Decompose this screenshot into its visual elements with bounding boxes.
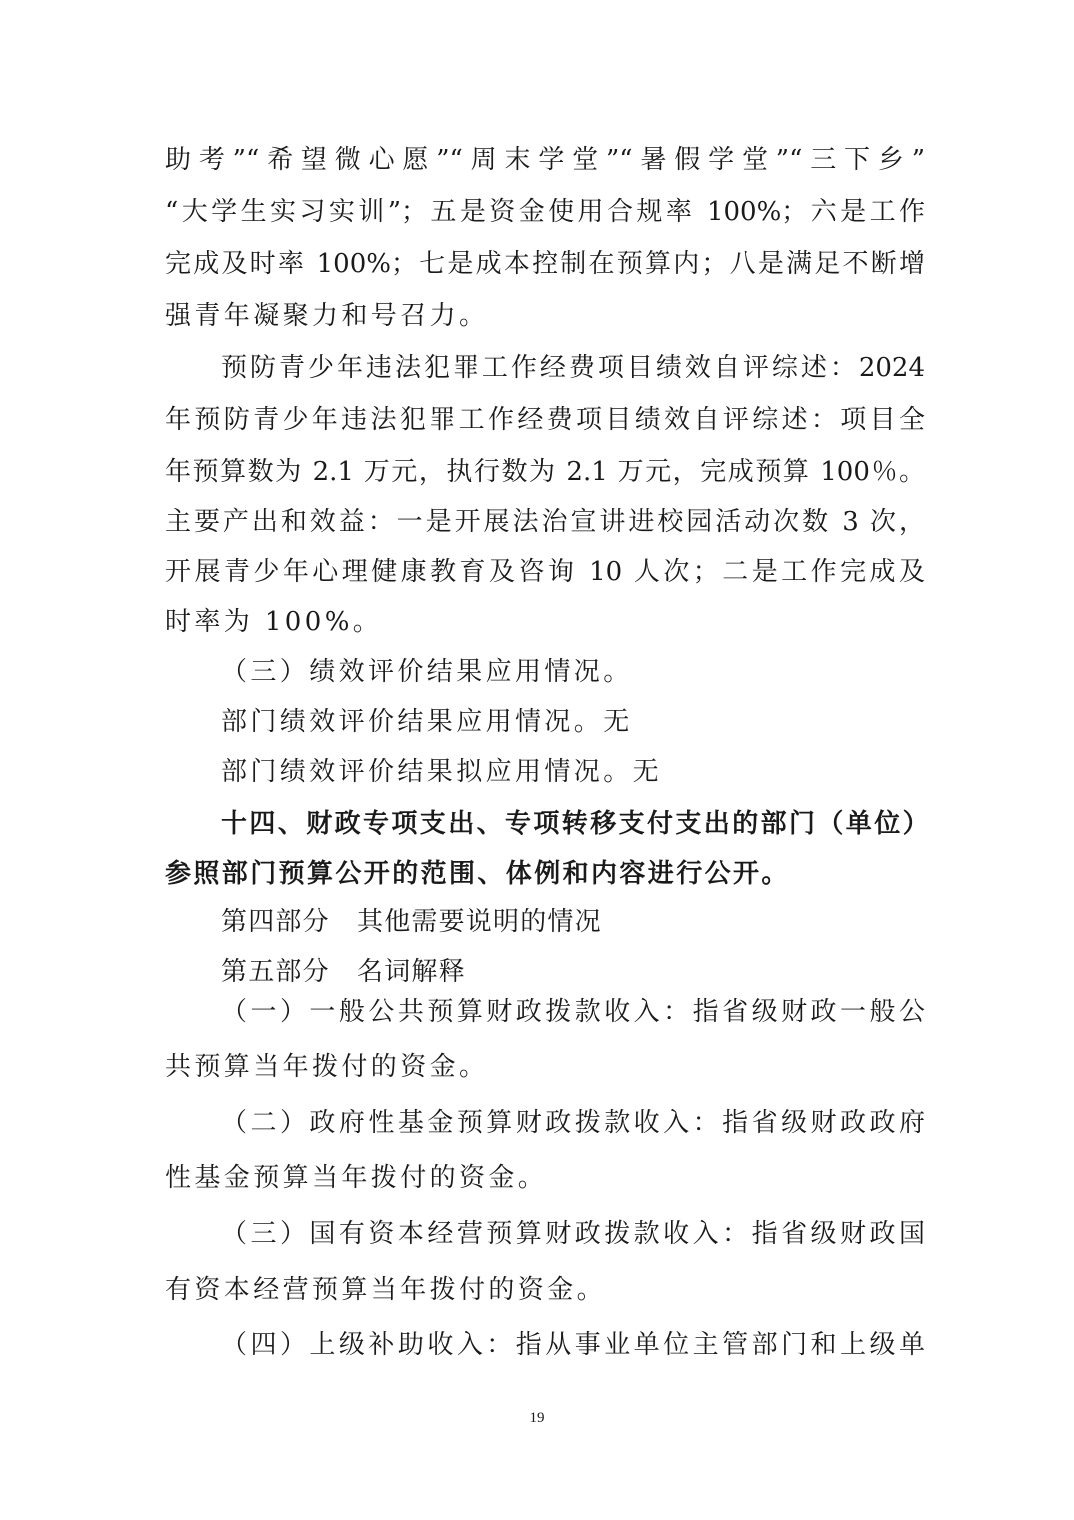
paragraph-line: “大学生实习实训”；五是资金使用合规率 100%；六是工作 — [165, 197, 925, 227]
paragraph-line: 年预算数为 2.1 万元，执行数为 2.1 万元，完成预算 100％。 — [165, 457, 925, 487]
paragraph-line: 主要产出和效益：一是开展法治宣讲进校园活动次数 3 次， — [165, 507, 925, 537]
section-heading-line: 十四、财政专项支出、专项转移支付支出的部门（单位） — [221, 809, 932, 839]
part-heading: 第五部分 名词解释 — [221, 957, 466, 987]
paragraph-line: 完成及时率 100%；七是成本控制在预算内；八是满足不断增 — [165, 249, 925, 279]
definition-line: （一）一般公共预算财政拨款收入：指省级财政一般公 — [221, 997, 925, 1027]
paragraph-line: 部门绩效评价结果应用情况。无 — [221, 707, 633, 737]
paragraph-line: 助考”“希望微心愿”“周末学堂”“暑假学堂”“三下乡” — [165, 145, 925, 175]
page-number: 19 — [529, 1410, 545, 1426]
definition-line: 有资本经营预算当年拨付的资金。 — [165, 1275, 607, 1305]
paragraph-line: 时率为 100%。 — [165, 607, 383, 637]
definition-line: （四）上级补助收入：指从事业单位主管部门和上级单 — [221, 1330, 925, 1360]
paragraph-line: 年预防青少年违法犯罪工作经费项目绩效自评综述：项目全 — [165, 405, 925, 435]
paragraph-line: 开展青少年心理健康教育及咨询 10 人次；二是工作完成及 — [165, 557, 925, 587]
section-heading-line: 参照部门预算公开的范围、体例和内容进行公开。 — [165, 859, 790, 889]
definition-line: 性基金预算当年拨付的资金。 — [165, 1163, 548, 1193]
definition-line: 共预算当年拨付的资金。 — [165, 1052, 489, 1082]
definition-line: （二）政府性基金预算财政拨款收入：指省级财政政府 — [221, 1108, 925, 1138]
paragraph-line: 部门绩效评价结果拟应用情况。无 — [221, 757, 663, 787]
paragraph-line: 预防青少年违法犯罪工作经费项目绩效自评综述：2024 — [221, 353, 925, 383]
section-subheading: （三）绩效评价结果应用情况。 — [221, 657, 633, 687]
paragraph-line: 强青年凝聚力和号召力。 — [165, 301, 489, 331]
part-heading: 第四部分 其他需要说明的情况 — [221, 907, 602, 937]
definition-line: （三）国有资本经营预算财政拨款收入：指省级财政国 — [221, 1219, 925, 1249]
